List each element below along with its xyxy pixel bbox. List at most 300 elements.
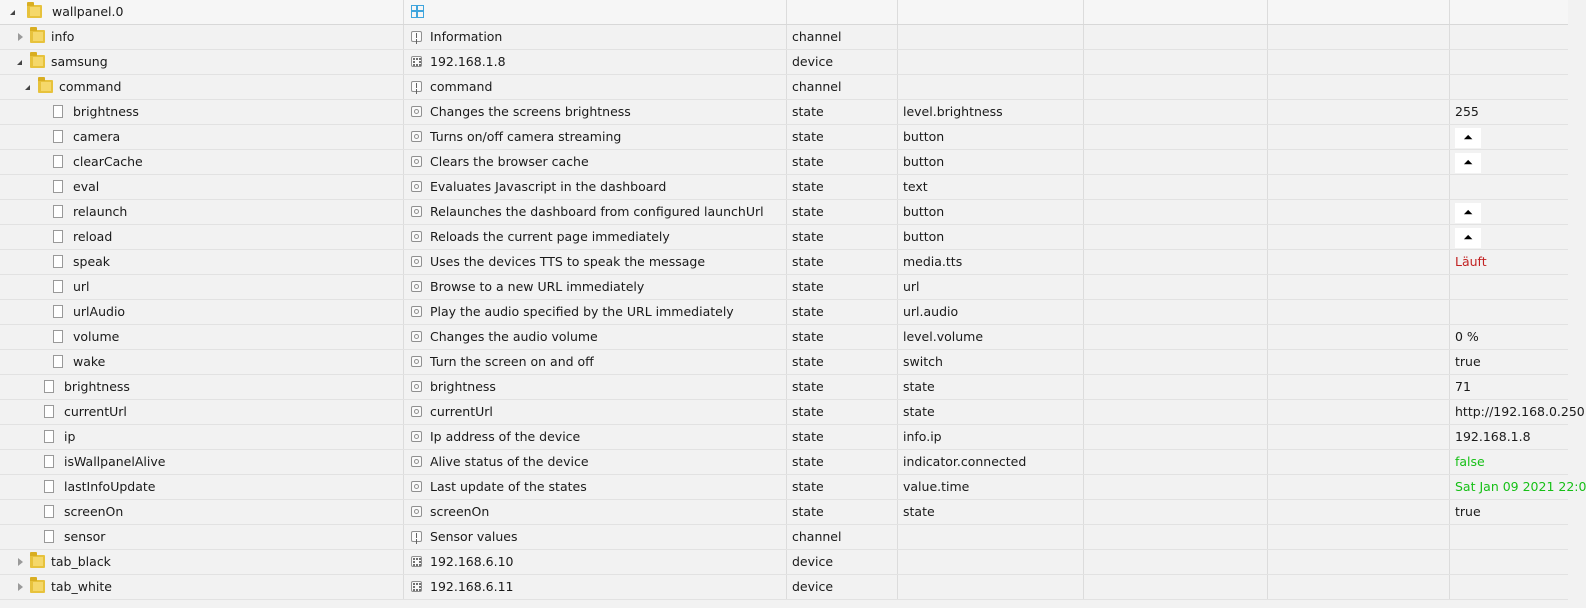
room-cell bbox=[1083, 250, 1267, 274]
value-cell bbox=[1449, 375, 1568, 399]
root-room-cell bbox=[1083, 0, 1267, 24]
type-cell bbox=[786, 100, 897, 124]
object-name: command bbox=[430, 79, 493, 94]
id-cell bbox=[6, 400, 403, 424]
function-cell bbox=[1267, 300, 1449, 324]
role-cell bbox=[897, 450, 1083, 474]
state-type-icon bbox=[411, 431, 422, 442]
type-cell bbox=[786, 125, 897, 149]
file-icon bbox=[53, 105, 63, 118]
root-name-cell bbox=[403, 0, 786, 24]
object-value[interactable]: 192.168.1.8 bbox=[1455, 429, 1531, 444]
type-cell bbox=[786, 550, 897, 574]
object-name: 192.168.6.11 bbox=[430, 579, 514, 594]
object-name: Relaunches the dashboard from configured launchUrl bbox=[430, 204, 764, 219]
tree-row[interactable] bbox=[0, 50, 1568, 75]
file-icon bbox=[44, 455, 54, 468]
role-cell bbox=[897, 25, 1083, 49]
object-id: tab_black bbox=[51, 554, 111, 569]
folder-icon bbox=[38, 80, 53, 93]
collapse-toggle-icon[interactable] bbox=[24, 75, 34, 99]
id-cell bbox=[6, 425, 403, 449]
object-role: button bbox=[903, 229, 945, 244]
object-name: Evaluates Javascript in the dashboard bbox=[430, 179, 667, 194]
root-row[interactable] bbox=[0, 0, 1568, 25]
state-type-icon bbox=[411, 406, 422, 417]
object-type: state bbox=[792, 354, 824, 369]
object-id: reload bbox=[73, 229, 113, 244]
object-id: tab_white bbox=[51, 579, 112, 594]
tree-row[interactable] bbox=[0, 525, 1568, 550]
room-cell bbox=[1083, 350, 1267, 374]
id-cell bbox=[6, 375, 403, 399]
object-value[interactable]: true bbox=[1455, 354, 1481, 369]
tree-row[interactable] bbox=[0, 150, 1568, 175]
folder-icon bbox=[30, 580, 45, 593]
value-cell bbox=[1449, 175, 1568, 199]
function-cell bbox=[1267, 125, 1449, 149]
value-cell bbox=[1449, 100, 1568, 124]
tree-row[interactable] bbox=[0, 25, 1568, 50]
object-id: wake bbox=[73, 354, 106, 369]
name-cell bbox=[403, 400, 786, 424]
object-type: state bbox=[792, 479, 824, 494]
object-type: state bbox=[792, 379, 824, 394]
type-cell bbox=[786, 225, 897, 249]
value-cell bbox=[1449, 25, 1568, 49]
tree-row[interactable] bbox=[0, 575, 1568, 600]
room-cell bbox=[1083, 325, 1267, 349]
id-cell bbox=[6, 350, 403, 374]
state-type-icon bbox=[411, 181, 422, 192]
state-type-icon bbox=[411, 506, 422, 517]
value-cell bbox=[1449, 425, 1568, 449]
function-cell bbox=[1267, 500, 1449, 524]
id-cell bbox=[6, 300, 403, 324]
name-cell bbox=[403, 425, 786, 449]
tree-row[interactable] bbox=[0, 325, 1568, 350]
type-cell bbox=[786, 25, 897, 49]
object-role: indicator.connected bbox=[903, 454, 1027, 469]
object-name: Clears the browser cache bbox=[430, 154, 589, 169]
role-cell bbox=[897, 125, 1083, 149]
object-type: state bbox=[792, 229, 824, 244]
room-cell bbox=[1083, 150, 1267, 174]
name-cell bbox=[403, 500, 786, 524]
object-id: urlAudio bbox=[73, 304, 126, 319]
function-cell bbox=[1267, 375, 1449, 399]
role-cell bbox=[897, 500, 1083, 524]
object-role: media.tts bbox=[903, 254, 963, 269]
role-cell bbox=[897, 475, 1083, 499]
role-cell bbox=[897, 50, 1083, 74]
id-cell bbox=[6, 475, 403, 499]
name-cell bbox=[403, 575, 786, 599]
tree-row[interactable] bbox=[0, 75, 1568, 100]
value-cell bbox=[1449, 200, 1568, 224]
state-type-icon bbox=[411, 106, 422, 117]
value-cell bbox=[1449, 450, 1568, 474]
object-type: state bbox=[792, 179, 824, 194]
file-icon bbox=[53, 130, 63, 143]
type-cell bbox=[786, 50, 897, 74]
object-name: Ip address of the device bbox=[430, 429, 581, 444]
role-cell bbox=[897, 175, 1083, 199]
object-value[interactable]: Sat Jan 09 2021 22:0 bbox=[1455, 479, 1586, 494]
root-type-cell bbox=[786, 0, 897, 24]
object-id: brightness bbox=[73, 104, 139, 119]
id-cell bbox=[6, 175, 403, 199]
object-id: volume bbox=[73, 329, 120, 344]
role-cell bbox=[897, 275, 1083, 299]
object-name: Changes the audio volume bbox=[430, 329, 598, 344]
object-name: Changes the screens brightness bbox=[430, 104, 631, 119]
name-cell bbox=[403, 525, 786, 549]
object-name: screenOn bbox=[430, 504, 490, 519]
room-cell bbox=[1083, 300, 1267, 324]
object-role: button bbox=[903, 129, 945, 144]
name-cell bbox=[403, 225, 786, 249]
value-cell bbox=[1449, 125, 1568, 149]
value-cell bbox=[1449, 550, 1568, 574]
role-cell bbox=[897, 200, 1083, 224]
value-cell bbox=[1449, 150, 1568, 174]
expand-toggle-icon[interactable] bbox=[16, 25, 26, 49]
expand-toggle-icon[interactable] bbox=[16, 575, 26, 599]
object-id: lastInfoUpdate bbox=[64, 479, 156, 494]
file-icon bbox=[53, 205, 63, 218]
object-role: url bbox=[903, 279, 920, 294]
state-type-icon bbox=[411, 131, 422, 142]
object-role: state bbox=[903, 404, 935, 419]
object-type: state bbox=[792, 454, 824, 469]
room-cell bbox=[1083, 225, 1267, 249]
tree-row[interactable] bbox=[0, 450, 1568, 475]
object-name: Play the audio specified by the URL immediately bbox=[430, 304, 734, 319]
object-id: ip bbox=[64, 429, 76, 444]
type-cell bbox=[786, 350, 897, 374]
id-cell bbox=[6, 275, 403, 299]
object-type: state bbox=[792, 204, 824, 219]
object-id: isWallpanelAlive bbox=[64, 454, 166, 469]
room-cell bbox=[1083, 375, 1267, 399]
object-role: info.ip bbox=[903, 429, 942, 444]
object-type: state bbox=[792, 329, 824, 344]
tree-row[interactable] bbox=[0, 400, 1585, 425]
room-cell bbox=[1083, 450, 1267, 474]
tree-row[interactable] bbox=[0, 350, 1568, 375]
name-cell bbox=[403, 325, 786, 349]
trigger-button[interactable]: ⏶ bbox=[1455, 203, 1481, 223]
root-function-cell bbox=[1267, 0, 1449, 24]
object-id: camera bbox=[73, 129, 121, 144]
id-cell bbox=[6, 25, 403, 49]
tree-row[interactable] bbox=[0, 250, 1568, 275]
file-icon bbox=[53, 330, 63, 343]
value-cell bbox=[1449, 250, 1568, 274]
object-role: switch bbox=[903, 354, 943, 369]
file-icon bbox=[44, 405, 54, 418]
object-type: state bbox=[792, 279, 824, 294]
type-cell bbox=[786, 500, 897, 524]
room-cell bbox=[1083, 100, 1267, 124]
tree-row[interactable] bbox=[0, 300, 1568, 325]
type-cell bbox=[786, 375, 897, 399]
function-cell bbox=[1267, 450, 1449, 474]
tree-row[interactable] bbox=[0, 475, 1586, 500]
type-cell bbox=[786, 525, 897, 549]
function-cell bbox=[1267, 275, 1449, 299]
room-cell bbox=[1083, 175, 1267, 199]
id-cell bbox=[6, 150, 403, 174]
value-cell bbox=[1449, 50, 1568, 74]
object-role: state bbox=[903, 504, 935, 519]
tree-row[interactable] bbox=[0, 125, 1568, 150]
file-icon bbox=[53, 180, 63, 193]
role-cell bbox=[897, 75, 1083, 99]
root-id-cell bbox=[0, 0, 403, 24]
value-cell bbox=[1449, 325, 1568, 349]
collapse-toggle-icon[interactable] bbox=[9, 0, 19, 24]
function-cell bbox=[1267, 200, 1449, 224]
file-icon bbox=[44, 530, 54, 543]
state-type-icon bbox=[411, 481, 422, 492]
object-role: state bbox=[903, 379, 935, 394]
channel-type-icon bbox=[411, 31, 422, 42]
object-role: value.time bbox=[903, 479, 970, 494]
room-cell bbox=[1083, 400, 1267, 424]
object-id: samsung bbox=[51, 54, 108, 69]
room-cell bbox=[1083, 425, 1267, 449]
name-cell bbox=[403, 100, 786, 124]
trigger-button[interactable]: ⏶ bbox=[1455, 153, 1481, 173]
object-name: brightness bbox=[430, 379, 496, 394]
value-cell bbox=[1449, 400, 1585, 424]
room-cell bbox=[1083, 75, 1267, 99]
role-cell bbox=[897, 325, 1083, 349]
dashboard-icon[interactable] bbox=[411, 5, 424, 18]
id-cell bbox=[6, 100, 403, 124]
role-cell bbox=[897, 250, 1083, 274]
object-role: text bbox=[903, 179, 928, 194]
object-type: device bbox=[792, 54, 834, 69]
role-cell bbox=[897, 400, 1083, 424]
object-value[interactable]: Läuft bbox=[1455, 254, 1487, 269]
object-type: state bbox=[792, 429, 824, 444]
id-cell bbox=[6, 450, 403, 474]
room-cell bbox=[1083, 125, 1267, 149]
function-cell bbox=[1267, 325, 1449, 349]
state-type-icon bbox=[411, 456, 422, 467]
channel-type-icon bbox=[411, 531, 422, 542]
room-cell bbox=[1083, 475, 1267, 499]
name-cell bbox=[403, 350, 786, 374]
role-cell bbox=[897, 550, 1083, 574]
object-role: button bbox=[903, 204, 945, 219]
value-cell bbox=[1449, 350, 1568, 374]
id-cell bbox=[6, 525, 403, 549]
root-role-cell bbox=[897, 0, 1083, 24]
object-value[interactable]: 71 bbox=[1455, 379, 1471, 394]
tree-rows bbox=[0, 25, 1586, 600]
file-icon bbox=[53, 305, 63, 318]
function-cell bbox=[1267, 150, 1449, 174]
object-type: channel bbox=[792, 29, 842, 44]
tree-row[interactable] bbox=[0, 175, 1568, 200]
object-role: url.audio bbox=[903, 304, 959, 319]
value-cell bbox=[1449, 225, 1568, 249]
value-cell bbox=[1449, 75, 1568, 99]
state-type-icon bbox=[411, 231, 422, 242]
type-cell bbox=[786, 250, 897, 274]
root-value-cell bbox=[1449, 0, 1568, 24]
tree-row[interactable] bbox=[0, 275, 1568, 300]
state-type-icon bbox=[411, 156, 422, 167]
room-cell bbox=[1083, 550, 1267, 574]
tree-row[interactable] bbox=[0, 225, 1568, 250]
object-id: brightness bbox=[64, 379, 130, 394]
object-type: state bbox=[792, 404, 824, 419]
name-cell bbox=[403, 375, 786, 399]
object-type: state bbox=[792, 129, 824, 144]
object-id: speak bbox=[73, 254, 111, 269]
file-icon bbox=[53, 155, 63, 168]
name-cell bbox=[403, 275, 786, 299]
value-cell bbox=[1449, 300, 1568, 324]
object-type: state bbox=[792, 504, 824, 519]
state-type-icon bbox=[411, 281, 422, 292]
function-cell bbox=[1267, 250, 1449, 274]
file-icon bbox=[53, 280, 63, 293]
function-cell bbox=[1267, 550, 1449, 574]
type-cell bbox=[786, 475, 897, 499]
file-icon bbox=[44, 430, 54, 443]
device-type-icon bbox=[411, 56, 422, 67]
tree-row[interactable] bbox=[0, 425, 1568, 450]
folder-icon bbox=[30, 555, 45, 568]
function-cell bbox=[1267, 475, 1449, 499]
role-cell bbox=[897, 425, 1083, 449]
role-cell bbox=[897, 150, 1083, 174]
name-cell bbox=[403, 475, 786, 499]
object-value[interactable]: false bbox=[1455, 454, 1485, 469]
tree-row[interactable] bbox=[0, 500, 1568, 525]
room-cell bbox=[1083, 525, 1267, 549]
object-name: currentUrl bbox=[430, 404, 493, 419]
name-cell bbox=[403, 150, 786, 174]
type-cell bbox=[786, 325, 897, 349]
role-cell bbox=[897, 525, 1083, 549]
object-id: info bbox=[51, 29, 75, 44]
id-cell bbox=[6, 575, 403, 599]
name-cell bbox=[403, 450, 786, 474]
object-id: command bbox=[59, 79, 122, 94]
tree-row[interactable] bbox=[0, 375, 1568, 400]
function-cell bbox=[1267, 50, 1449, 74]
function-cell bbox=[1267, 175, 1449, 199]
state-type-icon bbox=[411, 381, 422, 392]
role-cell bbox=[897, 575, 1083, 599]
object-value[interactable]: true bbox=[1455, 504, 1481, 519]
role-cell bbox=[897, 100, 1083, 124]
object-role: button bbox=[903, 154, 945, 169]
function-cell bbox=[1267, 100, 1449, 124]
role-cell bbox=[897, 300, 1083, 324]
object-name: Uses the devices TTS to speak the message bbox=[430, 254, 706, 269]
object-id: relaunch bbox=[73, 204, 128, 219]
room-cell bbox=[1083, 50, 1267, 74]
name-cell bbox=[403, 75, 786, 99]
object-type: device bbox=[792, 579, 834, 594]
object-name: Sensor values bbox=[430, 529, 518, 544]
object-value[interactable]: http://192.168.0.250 bbox=[1455, 404, 1585, 419]
folder-icon bbox=[30, 30, 45, 43]
object-role: level.brightness bbox=[903, 104, 1003, 119]
trigger-button[interactable]: ⏶ bbox=[1455, 228, 1481, 248]
name-cell bbox=[403, 200, 786, 224]
object-name: Turn the screen on and off bbox=[430, 354, 594, 369]
id-cell bbox=[6, 550, 403, 574]
object-type: state bbox=[792, 104, 824, 119]
object-role: level.volume bbox=[903, 329, 984, 344]
id-cell bbox=[6, 125, 403, 149]
role-cell bbox=[897, 225, 1083, 249]
type-cell bbox=[786, 450, 897, 474]
type-cell bbox=[786, 150, 897, 174]
object-name: 192.168.1.8 bbox=[430, 54, 506, 69]
function-cell bbox=[1267, 525, 1449, 549]
type-cell bbox=[786, 200, 897, 224]
function-cell bbox=[1267, 75, 1449, 99]
object-id: url bbox=[73, 279, 90, 294]
object-value[interactable]: 0 % bbox=[1455, 329, 1479, 344]
channel-type-icon bbox=[411, 81, 422, 92]
object-name: 192.168.6.10 bbox=[430, 554, 514, 569]
object-name: Reloads the current page immediately bbox=[430, 229, 670, 244]
room-cell bbox=[1083, 275, 1267, 299]
expand-toggle-icon[interactable] bbox=[16, 550, 26, 574]
file-icon bbox=[53, 230, 63, 243]
name-cell bbox=[403, 50, 786, 74]
type-cell bbox=[786, 425, 897, 449]
object-type: state bbox=[792, 304, 824, 319]
object-type: state bbox=[792, 154, 824, 169]
tree-row[interactable] bbox=[0, 200, 1568, 225]
object-id: sensor bbox=[64, 529, 106, 544]
type-cell bbox=[786, 300, 897, 324]
name-cell bbox=[403, 175, 786, 199]
trigger-button[interactable]: ⏶ bbox=[1455, 128, 1481, 148]
object-type: device bbox=[792, 554, 834, 569]
type-cell bbox=[786, 175, 897, 199]
object-value[interactable]: 255 bbox=[1455, 104, 1479, 119]
object-name: Alive status of the device bbox=[430, 454, 589, 469]
tree-row[interactable] bbox=[0, 550, 1568, 575]
tree-row[interactable] bbox=[0, 100, 1568, 125]
device-type-icon bbox=[411, 556, 422, 567]
file-icon bbox=[53, 255, 63, 268]
object-type: state bbox=[792, 254, 824, 269]
id-cell bbox=[6, 500, 403, 524]
object-name: Turns on/off camera streaming bbox=[430, 129, 622, 144]
value-cell bbox=[1449, 575, 1568, 599]
function-cell bbox=[1267, 25, 1449, 49]
function-cell bbox=[1267, 425, 1449, 449]
collapse-toggle-icon[interactable] bbox=[16, 50, 26, 74]
id-cell bbox=[6, 75, 403, 99]
room-cell bbox=[1083, 500, 1267, 524]
state-type-icon bbox=[411, 206, 422, 217]
